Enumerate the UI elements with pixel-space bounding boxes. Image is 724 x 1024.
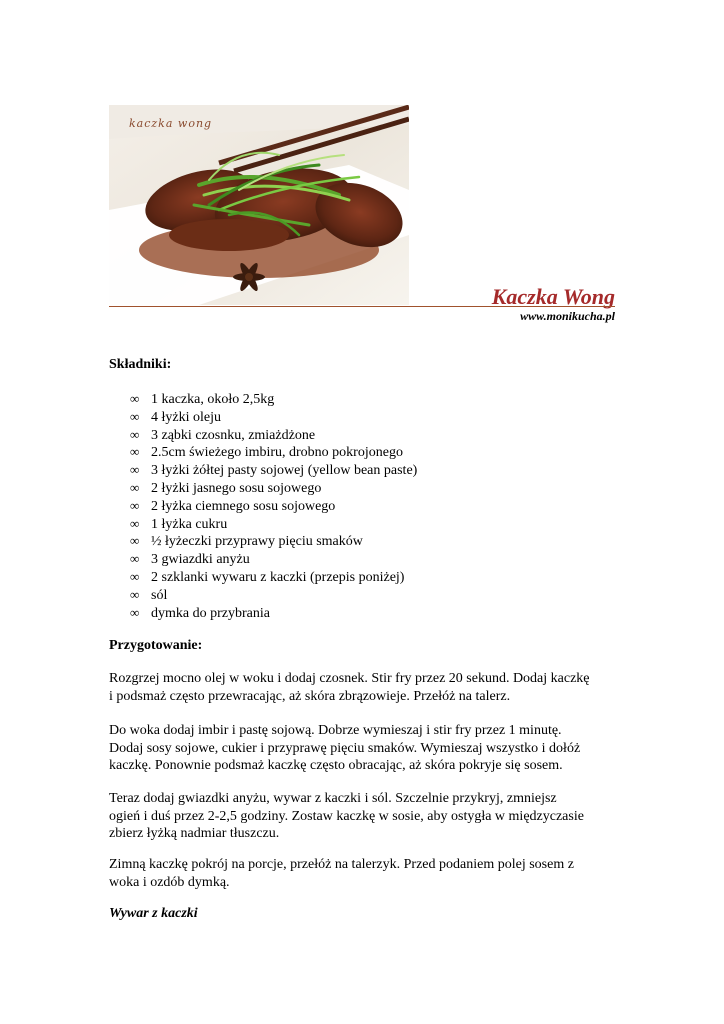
- bullet-icon: ∞: [130, 479, 140, 495]
- ingredient-item: [109, 515, 417, 533]
- ingredient-text: 1 łyżka cukru: [151, 516, 228, 532]
- ingredient-text: 2 łyżki jasnego sosu sojowego: [151, 480, 322, 496]
- paragraph-line: kaczkę. Ponownie podsmaż kaczkę często obracając, aż skóra pokryje się sosem.: [109, 758, 563, 774]
- ingredient-item: [109, 443, 417, 461]
- ingredient-text: 3 gwiazdki anyżu: [151, 552, 250, 568]
- bullet-icon: ∞: [130, 497, 140, 513]
- ingredient-text: 4 łyżki oleju: [151, 409, 221, 425]
- photo-caption: kaczka wong: [129, 117, 213, 130]
- preparation-paragraph-4: [109, 856, 619, 891]
- paragraph-line: Do woka dodaj imbir i pastę sojową. Dobrze wymieszaj i stir fry przez 1 minutę.: [109, 723, 562, 738]
- recipe-photo: [109, 105, 409, 305]
- ingredient-text: 2 szklanki wywaru z kaczki (przepis poniżej): [151, 569, 405, 585]
- bullet-icon: ∞: [130, 604, 140, 620]
- ingredients-list: [109, 390, 417, 621]
- bullet-icon: ∞: [130, 426, 140, 442]
- ingredient-item: [109, 461, 417, 479]
- bullet-icon: ∞: [130, 444, 140, 460]
- ingredients-heading: Składniki:: [109, 357, 172, 372]
- preparation-heading: Przygotowanie:: [109, 638, 203, 653]
- ingredient-item: [109, 408, 417, 426]
- preparation-paragraph-1: [109, 670, 619, 705]
- bullet-icon: ∞: [130, 515, 140, 531]
- ingredient-item: [109, 532, 417, 550]
- bullet-icon: ∞: [130, 391, 140, 406]
- ingredient-text: 2 łyżka ciemnego sosu sojowego: [151, 498, 336, 514]
- paragraph-line: ogień i duś przez 2-2,5 godziny. Zostaw kaczkę w sosie, aby ostygła w międzyczasie: [109, 808, 584, 824]
- recipe-title: Kaczka Wong: [491, 284, 615, 309]
- bullet-icon: ∞: [130, 551, 140, 567]
- ingredient-item: [109, 426, 417, 444]
- ingredient-item: [109, 568, 417, 586]
- ingredient-text: 1 kaczka, około 2,5kg: [151, 392, 275, 407]
- ingredient-text: 3 ząbki czosnku, zmiażdżone: [151, 427, 316, 443]
- paragraph-line: Zimną kaczkę pokrój na porcje, przełóż na talerzyk. Przed podaniem polej sosem z: [109, 857, 574, 872]
- ingredient-item: [109, 479, 417, 497]
- ingredient-item: [109, 390, 417, 408]
- ingredient-text: ½ łyżeczki przyprawy pięciu smaków: [151, 534, 363, 550]
- ingredient-item: [109, 586, 417, 604]
- bullet-icon: ∞: [130, 586, 140, 602]
- ingredient-item: [109, 604, 417, 622]
- ingredient-text: 2.5cm świeżego imbiru, drobno pokrojonego: [151, 445, 403, 461]
- stock-heading: Wywar z kaczki: [109, 906, 198, 921]
- bullet-icon: ∞: [130, 408, 140, 424]
- preparation-paragraph-3: [109, 790, 619, 843]
- duck-dish-illustration: [109, 105, 409, 305]
- paragraph-line: i podsmaż często przewracając, aż skóra zbrązowieje. Przełóż na talerz.: [109, 688, 511, 704]
- paragraph-line: woka i ozdób dymką.: [109, 874, 230, 890]
- ingredient-item: [109, 497, 417, 515]
- source-url: www.monikucha.pl: [520, 309, 615, 323]
- ingredient-item: [109, 550, 417, 568]
- title-divider: [109, 306, 615, 307]
- bullet-icon: ∞: [130, 568, 140, 584]
- bullet-icon: ∞: [130, 462, 140, 478]
- ingredient-text: sól: [151, 587, 168, 603]
- ingredient-text: dymka do przybrania: [151, 605, 270, 621]
- paragraph-line: Rozgrzej mocno olej w woku i dodaj czosnek. Stir fry przez 20 sekund. Dodaj kaczkę: [109, 671, 590, 686]
- paragraph-line: Teraz dodaj gwiazdki anyżu, wywar z kaczki i sól. Szczelnie przykryj, zmniejsz: [109, 791, 557, 806]
- paragraph-line: zbierz łyżką nadmiar tłuszczu.: [109, 826, 280, 842]
- preparation-paragraph-2: [109, 722, 619, 775]
- ingredient-text: 3 łyżki żółtej pasty sojowej (yellow bean paste): [151, 463, 418, 479]
- bullet-icon: ∞: [130, 533, 140, 549]
- paragraph-line: Dodaj sosy sojowe, cukier i przyprawę pięciu smaków. Wymieszaj wszystko i dołóż: [109, 740, 581, 756]
